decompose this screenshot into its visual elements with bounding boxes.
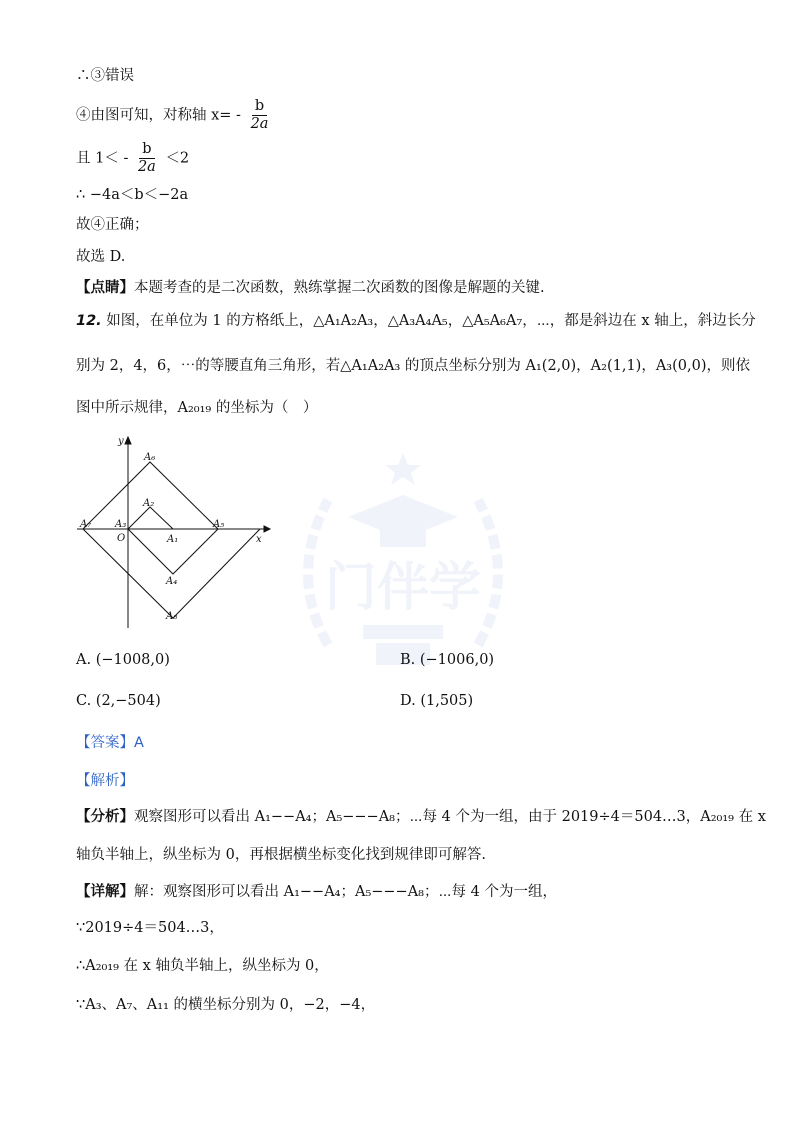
text-line-3-prefix: 且 1＜ - <box>76 150 129 167</box>
label-a8: A₈ <box>166 611 178 622</box>
label-a5: A₅ <box>213 519 225 530</box>
dianjing-tag: 【点睛】 <box>76 279 134 296</box>
triangle-a1a2a3 <box>128 507 173 529</box>
coordinate-diagram <box>72 430 272 630</box>
x-axis-label: x <box>256 534 262 545</box>
label-a4: A₄ <box>166 576 178 587</box>
fraction-denominator: 2a <box>137 159 156 175</box>
watermark-logo <box>268 445 538 685</box>
fraction-b-over-2a-2 <box>135 141 159 176</box>
text-line-2-prefix: ④由图可知，对称轴 x= - <box>76 107 241 124</box>
x-axis-arrow <box>264 526 270 532</box>
text-line-5: 故④正确； <box>76 217 149 233</box>
text-line-6: 故选 D. <box>76 249 126 265</box>
fenxi-tag: 【分析】 <box>76 808 134 825</box>
label-a1: A₁ <box>167 534 179 545</box>
fenxi-line-1 <box>76 807 766 827</box>
option-a: A. (−1008,0) <box>76 652 170 668</box>
option-d: D. (1,505) <box>400 693 474 709</box>
option-c: C. (2,−504) <box>76 693 161 709</box>
fenxi-text-1: 观察图形可以看出 A₁−−A₄；A₅−−−A₈；⋯每 4 个为一组，由于 2019÷4＝504…3，A₂₀₁₉ 在 x <box>134 809 766 825</box>
answer-tag: 【答案】 <box>76 735 134 751</box>
question-line-1 <box>76 311 756 331</box>
text-line-3 <box>76 141 189 176</box>
xiangjie-line-3: ∴A₂₀₁₉ 在 x 轴负半轴上，纵坐标为 0， <box>76 958 329 974</box>
origin-label: O <box>117 533 126 544</box>
text-line-4: ∴ −4a＜b＜−2a <box>76 187 189 203</box>
dianjing-text: 本题考查的是二次函数，熟练掌握二次函数的图像是解题的关键. <box>134 280 545 296</box>
fenxi-line-2: 轴负半轴上，纵坐标为 0，再根据横坐标变化找到规律即可解答. <box>76 847 486 863</box>
dianjing-line <box>76 278 545 298</box>
label-a7: A₇ <box>80 519 92 530</box>
xiangjie-line-4: ∵A₃、A₇、A₁₁ 的横坐标分别为 0，−2，−4， <box>76 997 376 1013</box>
text-line-2 <box>76 98 273 133</box>
y-axis-arrow <box>125 437 131 444</box>
fraction-denominator: 2a <box>250 116 269 132</box>
watermark-text: 门伴学 <box>324 558 482 618</box>
xiangjie-tag: 【详解】 <box>76 883 134 900</box>
fraction-numerator: b <box>252 98 267 116</box>
question-line-3: 图中所示规律，A₂₀₁₉ 的坐标为（ ） <box>76 400 318 416</box>
question-number: 12. <box>76 313 102 329</box>
question-text-1: 如图，在单位为 1 的方格纸上，△A₁A₂A₃，△A₃A₄A₅，△A₅A₆A₇，⋯，都是斜边在 x 轴上，斜边长分 <box>106 313 756 329</box>
label-a2: A₂ <box>143 498 155 509</box>
label-a6: A₆ <box>144 452 156 463</box>
xiangjie-text-1: 解：观察图形可以看出 A₁−−A₄；A₅−−−A₈；⋯每 4 个为一组， <box>134 884 557 900</box>
question-line-2: 别为 2，4，6，⋯的等腰直角三角形，若△A₁A₂A₃ 的顶点坐标分别为 A₁(2,0)，A₂(1,1)，A₃(0,0)，则依 <box>76 358 750 374</box>
analysis-tag: 【解析】 <box>76 773 134 789</box>
answer-value: A <box>134 735 144 751</box>
xiangjie-line-1 <box>76 882 557 902</box>
triangle-a5a6a7 <box>83 462 218 529</box>
text-line-1: ∴③错误 <box>76 68 134 84</box>
option-b: B. (−1006,0) <box>400 652 495 668</box>
answer-line <box>76 733 144 753</box>
xiangjie-line-2: ∵2019÷4＝504…3， <box>76 920 224 936</box>
fraction-b-over-2a <box>248 98 272 133</box>
fraction-numerator: b <box>139 141 154 159</box>
text-line-3-suffix: ＜2 <box>165 150 190 167</box>
y-axis-label: y <box>118 436 124 447</box>
label-a3: A₃ <box>115 519 127 530</box>
